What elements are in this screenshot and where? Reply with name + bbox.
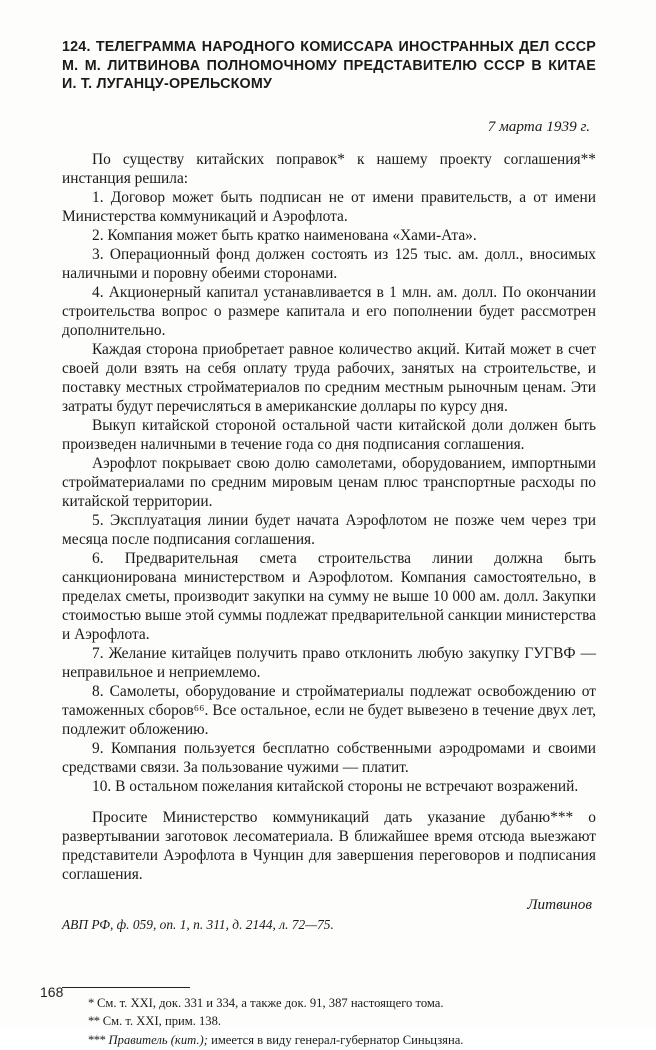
footnote-2	[62, 1013, 596, 1030]
paragraph-11: 7. Желание китайцев получить право отклонить любую закупку ГУГВФ — неправильное и неприемлемо.	[62, 645, 596, 682]
paragraph-10: 6. Предварительная смета строительства линии должна быть санкционирована министерством и Аэрофлотом. Компания самостоятельно, в пределах сметы, производит закупки на сумму не выше 10 000 ам. долл. Закупки стоимостью выше этой суммы подлежат предварительной санкции министерства и Аэрофлота.	[62, 550, 596, 644]
footnote-text-1: См. т. XXI, док. 331 и 334, а также док. 91, 387 настоящего тома.	[96, 996, 444, 1011]
paragraph-15: Просите Министерство коммуникаций дать указание дубаню*** о развертывании заготовок лесоматериала. В ближайшее время отсюда выезжают представители Аэрофлота в Чунцин для завершения переговоров и подписания соглашения.	[62, 809, 596, 884]
footnote-text-3: имеется в виду генерал-губернатор Синьцзяна.	[211, 1032, 464, 1047]
paragraph-14: 10. В остальном пожелания китайской стороны не встречают возражений.	[92, 778, 579, 796]
paragraph-13: 9. Компания пользуется бесплатно собственными аэродромами и своими средствами связи. За пользование чужими — платит.	[62, 740, 596, 777]
footnote-marker-1: *	[88, 996, 94, 1011]
page-number: 168	[40, 984, 64, 1000]
footnote-3	[62, 1032, 596, 1049]
paragraph-6: Каждая сторона приобретает равное количество акций. Китай может в счет своей доли взять на себя оплату труда рабочих, занятых на строительстве, и поставку местных стройматериалов по средним местным рыночным ценам. Эти затраты будут перечисляться в американские доллары по курсу дня.	[62, 340, 596, 415]
paragraph-2: 1. Договор может быть подписан не от имени правительств, а от имени Министерства коммуникаций и Аэрофлота.	[62, 188, 596, 225]
archive-reference: АВП РФ, ф. 059, оп. 1, п. 311, д. 2144, л. 72—75.	[62, 917, 334, 933]
footnote-divider	[62, 987, 190, 988]
page-title: 124. ТЕЛЕГРАММА НАРОДНОГО КОМИССАРА ИНОСТРАННЫХ ДЕЛ СССР М. М. ЛИТВИНОВА ПОЛНОМОЧНОМУ ПРЕДСТАВИТЕЛЮ СССР В КИТАЕ И. Т. ЛУГАНЦУ-ОРЕЛЬСКОМУ	[62, 39, 596, 93]
paragraph-8: Аэрофлот покрывает свою долю самолетами, оборудованием, импортными стройматериалами по средним мировым ценам плюс транспортные расходы по китайской территории.	[62, 454, 596, 511]
footnote-1	[62, 995, 596, 1012]
paragraph-3: 2. Компания может быть кратко наименована «Хами-Ата».	[92, 226, 477, 244]
footnote-marker-3: ***	[88, 1032, 106, 1047]
paragraph-7: Выкуп китайской стороной остальной части китайской доли должен быть произведен наличными в течение года со дня подписания соглашения.	[62, 416, 596, 453]
document-date: 7 марта 1939 г.	[487, 117, 590, 135]
footnote-text-3-italic: Правитель (кит.);	[108, 1032, 208, 1047]
signature: Литвинов	[527, 896, 592, 914]
paragraph-1: По существу китайских поправок* к нашему проекту соглашения** инстанция решила:	[62, 150, 596, 187]
paragraph-5: 4. Акционерный капитал устанавливается в 1 млн. ам. долл. По окончании строительства вопрос о размере капитала и его пополнении будет рассмотрен дополнительно.	[62, 283, 596, 339]
footnote-marker-2: **	[88, 1014, 100, 1029]
footnote-text-2: См. т. XXI, прим. 138.	[102, 1014, 222, 1029]
footnotes	[62, 995, 596, 1048]
paragraph-4: 3. Операционный фонд должен состоять из 125 тыс. ам. долл., вносимых наличными и поровну обеими сторонами.	[62, 245, 596, 282]
paragraph-9: 5. Эксплуатация линии будет начата Аэрофлотом не позже чем через три месяца после подписания соглашения.	[62, 512, 596, 549]
document-content	[62, 38, 596, 1050]
paragraph-12: 8. Самолеты, оборудование и стройматериалы подлежат освобождению от таможенных сборов⁶⁶. Все остальное, если не будет вывезено в течение двух лет, подлежит обложению.	[62, 683, 596, 739]
